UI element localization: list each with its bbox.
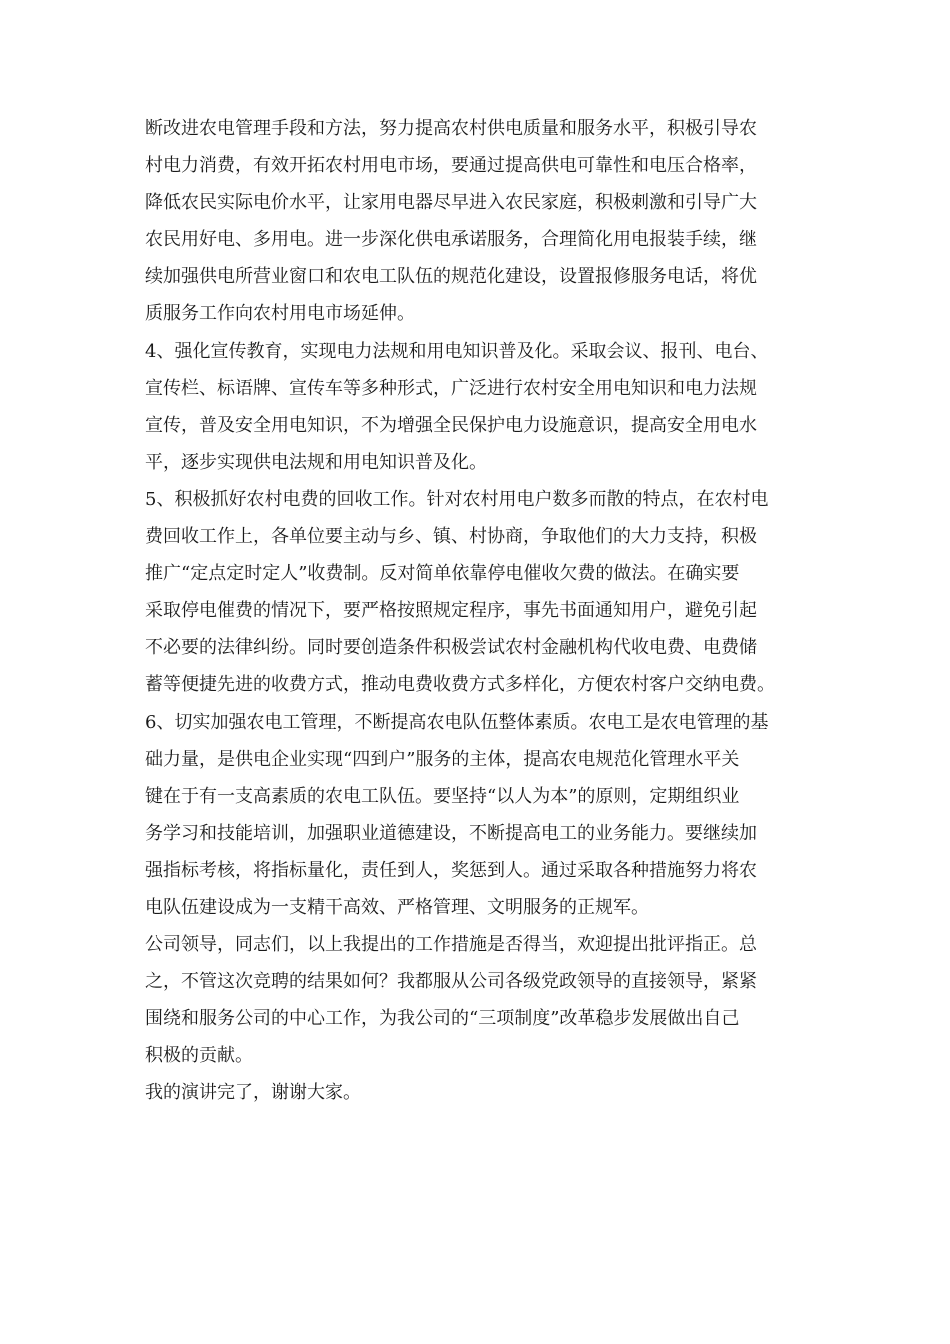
text-line: 费回收工作上，各单位要主动与乡、镇、村协商，争取他们的大力支持，积极 — [145, 526, 757, 548]
text-line: 采取停电催费的情况下，要严格按照规定程序，事先书面通知用户，避免引起 — [145, 600, 757, 622]
text-line: 续加强供电所营业窗口和农电工队伍的规范化建设，设置报修服务电话，将优 — [145, 266, 757, 288]
text-line: 蓄等便捷先进的收费方式，推动电费收费方式多样化，方便农村客户交纳电费。 — [145, 674, 775, 696]
text-line: 宣传，普及安全用电知识，不为增强全民保护电力设施意识，提高安全用电水 — [145, 414, 757, 436]
text-line: 之，不管这次竞聘的结果如何？我都服从公司各级党政领导的直接领导，紧紧 — [145, 971, 757, 993]
text-line: 公司领导，同志们，以上我提出的工作措施是否得当，欢迎提出批评指正。总 — [145, 934, 757, 956]
text-line: 础力量，是供电企业实现“四到户”服务的主体，提高农电规范化管理水平关 — [145, 748, 740, 770]
text-line: 推广“定点定时定人”收费制。反对简单依靠停电催收欠费的做法。在确实要 — [145, 563, 740, 585]
text-line: 质服务工作向农村用电市场延伸。 — [145, 303, 415, 325]
text-line: 平，逐步实现供电法规和用电知识普及化。 — [145, 451, 487, 473]
text-line: 5、积极抓好农村电费的回收工作。针对农村用电户数多而散的特点，在农村电 — [145, 488, 769, 510]
text-line: 务学习和技能培训，加强职业道德建设，不断提高电工的业务能力。要继续加 — [145, 822, 757, 844]
text-line: 降低农民实际电价水平，让家用电器尽早进入农民家庭，积极刺激和引导广大 — [145, 192, 757, 214]
text-line: 村电力消费，有效开拓农村用电市场，要通过提高供电可靠性和电压合格率， — [145, 155, 757, 177]
text-line: 电队伍建设成为一支精干高效、严格管理、文明服务的正规军。 — [145, 896, 649, 918]
text-line: 6、切实加强农电工管理，不断提高农电队伍整体素质。农电工是农电管理的基 — [145, 711, 769, 733]
text-line: 我的演讲完了，谢谢大家。 — [145, 1082, 361, 1104]
text-line: 围绕和服务公司的中心工作，为我公司的“三项制度”改革稳步发展做出自己 — [145, 1008, 740, 1030]
document-body — [145, 110, 810, 1112]
text-line: 不必要的法律纠纷。同时要创造条件积极尝试农村金融机构代收电费、电费储 — [145, 637, 757, 659]
text-line: 4、强化宣传教育，实现电力法规和用电知识普及化。采取会议、报刊、电台、 — [145, 340, 769, 362]
text-line: 积极的贡献。 — [145, 1045, 253, 1067]
text-line: 断改进农电管理手段和方法，努力提高农村供电质量和服务水平，积极引导农 — [145, 118, 757, 139]
text-line: 键在于有一支高素质的农电工队伍。要坚持“以人为本”的原则，定期组织业 — [145, 785, 740, 807]
text-line: 宣传栏、标语牌、宣传车等多种形式，广泛进行农村安全用电知识和电力法规 — [145, 377, 757, 399]
text-line: 农民用好电、多用电。进一步深化供电承诺服务，合理简化用电报装手续，继 — [145, 229, 757, 251]
text-line: 强指标考核，将指标量化，责任到人，奖惩到人。通过采取各种措施努力将农 — [145, 859, 757, 881]
